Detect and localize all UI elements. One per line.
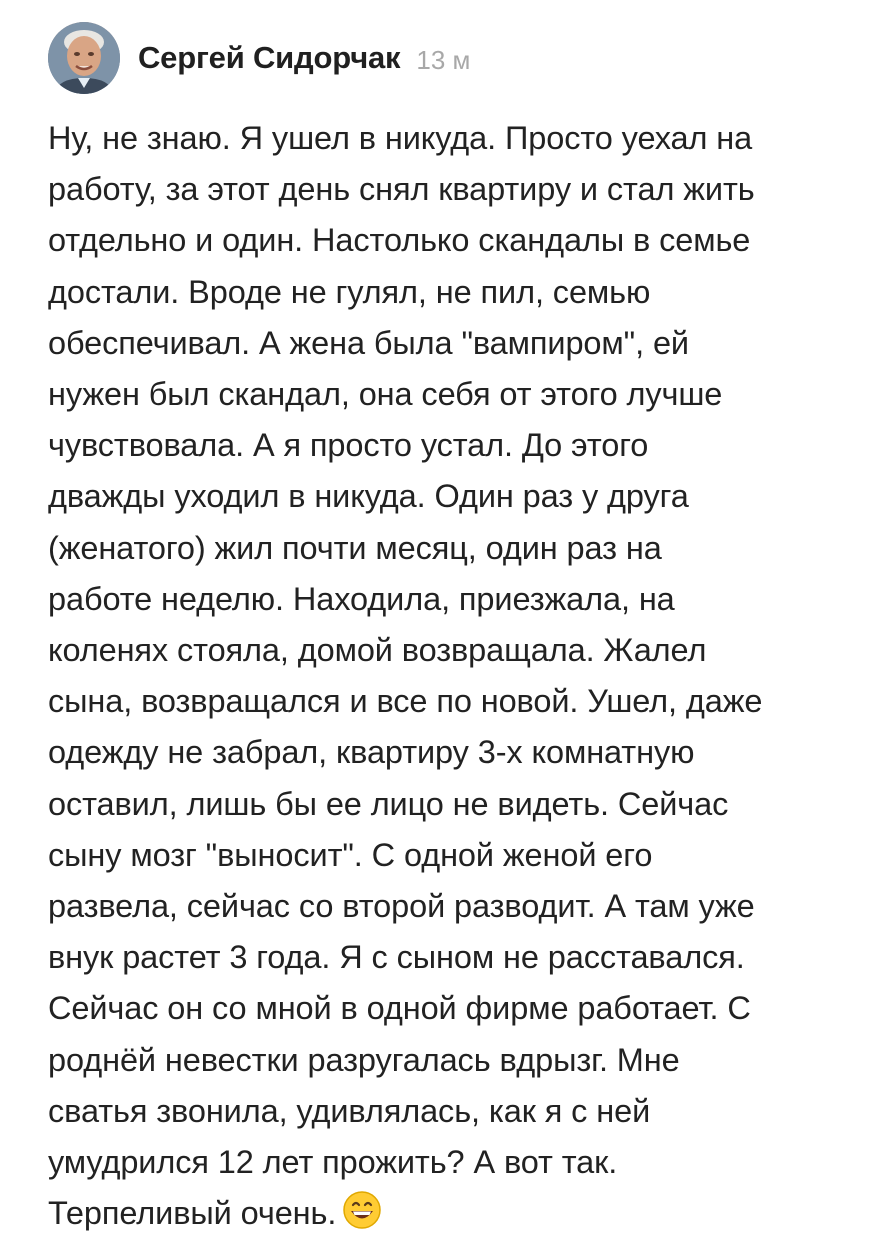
- comment-text-line: [48, 1086, 848, 1137]
- comment-line-text: одежду не забрал, квартиру 3-х комнатную: [48, 734, 695, 771]
- comment-time: 13 м: [416, 44, 471, 75]
- comment-text-line: [48, 1137, 848, 1188]
- comment-text-line: [48, 420, 848, 471]
- comment-line-text: обеспечивал. А жена была "вампиром", ей: [48, 324, 689, 361]
- comment-text: [48, 113, 848, 1245]
- comment-text-line: [48, 369, 848, 420]
- comment-line-text: развела, сейчас со второй разводит. А там уже: [48, 888, 755, 925]
- comment-text-line: [48, 318, 848, 369]
- comment-line-text: чувствовала. А я просто устал. До этого: [48, 427, 649, 464]
- comment-line-text: сыну мозг "выносит". С одной женой его: [48, 836, 653, 873]
- comment-line-text: (женатого) жил почти месяц, один раз на: [48, 529, 662, 566]
- comment-line-text: сватья звонила, удивлялась, как я с ней: [48, 1092, 651, 1129]
- comment-text-line: [48, 779, 848, 830]
- comment-text-line: [48, 164, 848, 215]
- comment-line-text: отдельно и один. Настолько скандалы в семье: [48, 222, 751, 259]
- comment-line-text: достали. Вроде не гулял, не пил, семью: [48, 273, 651, 310]
- comment-text-line: [48, 676, 848, 727]
- user-avatar-icon[interactable]: [48, 22, 120, 94]
- comment-line-text: роднёй невестки разругалась вдрызг. Мне: [48, 1041, 680, 1078]
- comment-header: [48, 22, 470, 94]
- comment-line-text: дважды уходил в никуда. Один раз у друга: [48, 478, 689, 515]
- comment-text-line: [48, 215, 848, 266]
- comment-line-text: работу, за этот день снял квартиру и стал жить: [48, 171, 755, 208]
- comment-text-line: [48, 727, 848, 778]
- grinning-face-emoji-icon: [342, 1190, 382, 1245]
- comment-text-line: [48, 523, 848, 574]
- comment-text-line: [48, 1035, 848, 1086]
- comment-line-text: сына, возвращался и все по новой. Ушел, даже: [48, 683, 763, 720]
- comment-text-line: [48, 113, 848, 164]
- comment-line-text: Сейчас он со мной в одной фирме работает. С: [48, 990, 751, 1027]
- comment-text-line: [48, 830, 848, 881]
- comment-text-line: [48, 881, 848, 932]
- comment-line-text: нужен был скандал, она себя от этого лучше: [48, 376, 723, 413]
- comment-text-line: [48, 267, 848, 318]
- comment-line-text: работе неделю. Находила, приезжала, на: [48, 580, 675, 617]
- comment-line-text: Ну, не знаю. Я ушел в никуда. Просто уехал на: [48, 120, 753, 156]
- comment-text-line: [48, 932, 848, 983]
- comment-line-text: оставил, лишь бы ее лицо не видеть. Сейчас: [48, 785, 729, 822]
- comment-line-text: умудрился 12 лет прожить? А вот так.: [48, 1144, 618, 1181]
- comment-text-line: [48, 574, 848, 625]
- comment-line-text: коленях стояла, домой возвращала. Жалел: [48, 632, 707, 669]
- comment-text-line: [48, 625, 848, 676]
- comment-text-line: [48, 1188, 848, 1245]
- comment-text-line: [48, 983, 848, 1034]
- comment-line-text: внук растет 3 года. Я с сыном не расставался.: [48, 939, 745, 976]
- comment-line-text: Терпеливый очень.: [48, 1195, 337, 1232]
- comment-text-line: [48, 471, 848, 522]
- author-name[interactable]: Сергей Сидорчак: [138, 40, 401, 75]
